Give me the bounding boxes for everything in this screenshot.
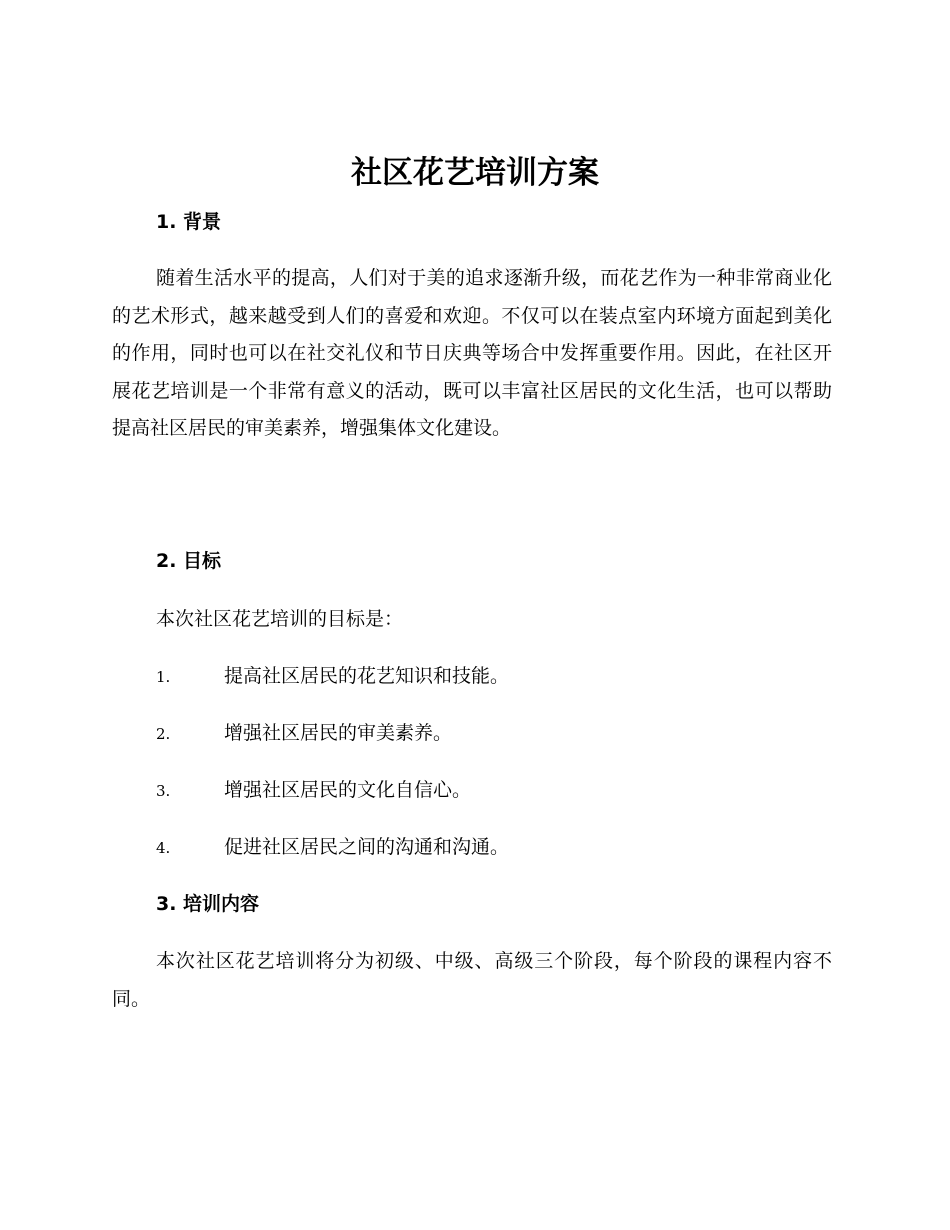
list-item-number: 2.: [156, 725, 171, 743]
goals-intro: 本次社区花艺培训的目标是：: [156, 608, 404, 630]
section-heading-background: 1. 背景: [156, 211, 222, 233]
list-item: [156, 718, 832, 748]
section-heading-content: 3. 培训内容: [156, 893, 260, 915]
list-item-text: 增强社区居民的审美素养。: [224, 722, 453, 744]
list-item-text: 提高社区居民的花艺知识和技能。: [224, 665, 510, 687]
list-item-text: 促进社区居民之间的沟通和沟通。: [224, 836, 510, 858]
list-item: [156, 775, 832, 805]
list-item: [156, 661, 832, 691]
list-item: [156, 832, 832, 862]
list-item-text: 增强社区居民的文化自信心。: [224, 779, 472, 801]
background-paragraph: 随着生活水平的提高，人们对于美的追求逐渐升级，而花艺作为一种非常商业化的艺术形式，越来越受到人们的喜爱和欢迎。不仅可以在装点室内环境方面起到美化的作用，同时也可以在社交礼仪和节日庆典等场合中发挥重要作用。因此，在社区开展花艺培训是一个非常有意义的活动，既可以丰富社区居民的文化生活，也可以帮助提高社区居民的审美素养，增强集体文化建设。: [112, 267, 832, 439]
content-paragraph: 本次社区花艺培训将分为初级、中级、高级三个阶段，每个阶段的课程内容不同。: [112, 950, 832, 1010]
section-heading-goals: 2. 目标: [156, 550, 222, 572]
list-item-number: 4.: [156, 839, 171, 857]
list-item-number: 1.: [156, 668, 171, 686]
document-title: 社区花艺培训方案: [351, 155, 599, 191]
list-item-number: 3.: [156, 782, 171, 800]
